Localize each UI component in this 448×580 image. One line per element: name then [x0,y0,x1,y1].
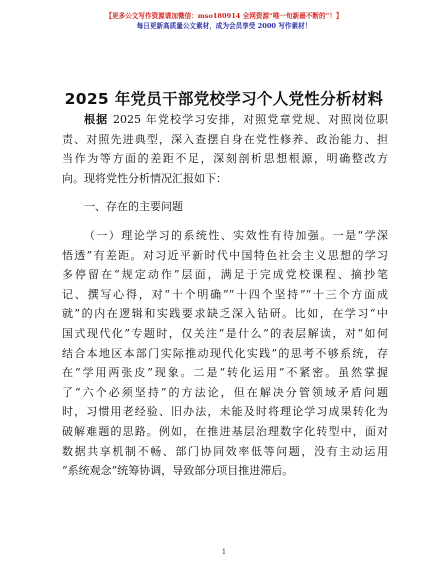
paragraph-gap [62,188,388,197]
intro-line [62,110,388,130]
banner-line-1: 【更多公文写作资源请加微信：mso180914 全网资源“唯一旬新最不断的”！】 [105,12,343,20]
paragraph-line: 国式现代化”专题时，仅关注“是什么”的表层解读，对“如何 [62,326,388,340]
paragraph-line: “系统观念”统筹协调，导致部分项目推进滞后。 [62,464,294,478]
paragraph-line: 时，习惯用老经验、旧办法，未能及时将理论学习成果转化为 [62,405,388,419]
promo-banner [0,11,448,31]
intro-lead: 根据 [84,113,109,126]
page-number: 1 [221,548,227,556]
banner-line-2: 每日更新高质量公文素材，成为会员享受 2000 写作素材！ [136,22,312,30]
paragraph-line: 多停留在“规定动作”层面，满足于完成党校课程、摘抄笔 [62,268,388,282]
intro-line: 责、对照先进典型，深入查摆自身在党性修养、政治能力、担 [62,132,388,146]
document-title: 2025 年党员干部党校学习个人党性分析材料 [64,90,384,108]
paragraph-line: 就”的内在逻辑和实践要求缺乏深入钻研。比如，在学习“中 [62,307,388,321]
intro-text: 2025 年党校学习安排，对照党章党规、对照岗位职 [108,113,388,126]
section-heading: 一、存在的主要问题 [84,200,183,214]
paragraph-line: 了“六个必须坚持”的方法论，但在解决分管领域矛盾问题 [62,385,388,399]
intro-line: 向。现将党性分析情况汇报如下： [62,171,227,185]
paragraph-line: 数据共享机制不畅、部门协同效率低等问题，没有主动运用 [62,444,388,458]
paragraph-line: 悟透”有差距。对习近平新时代中国特色社会主义思想的学习 [62,248,388,262]
paragraph-line: 在“学用两张皮”现象。二是“转化运用”不紧密。虽然掌握 [62,366,388,380]
document-body [62,110,388,481]
paragraph-line: （一）理论学习的系统性、实效性有待加强。一是“学深 [84,228,388,242]
paragraph-line: 结合本地区本部门实际推动现代化实践”的思考不够系统，存 [62,346,388,360]
intro-line: 当作为等方面的差距不足，深刻剖析思想根源，明确整改方 [62,152,388,166]
paragraph-line: 破解难题的思路。例如，在推进基层治理数字化转型中，面对 [62,424,388,438]
paragraph-line: 记、撰写心得，对“十个明确”“十四个坚持”“十三个方面成 [62,287,388,301]
paragraph-gap [62,217,388,226]
